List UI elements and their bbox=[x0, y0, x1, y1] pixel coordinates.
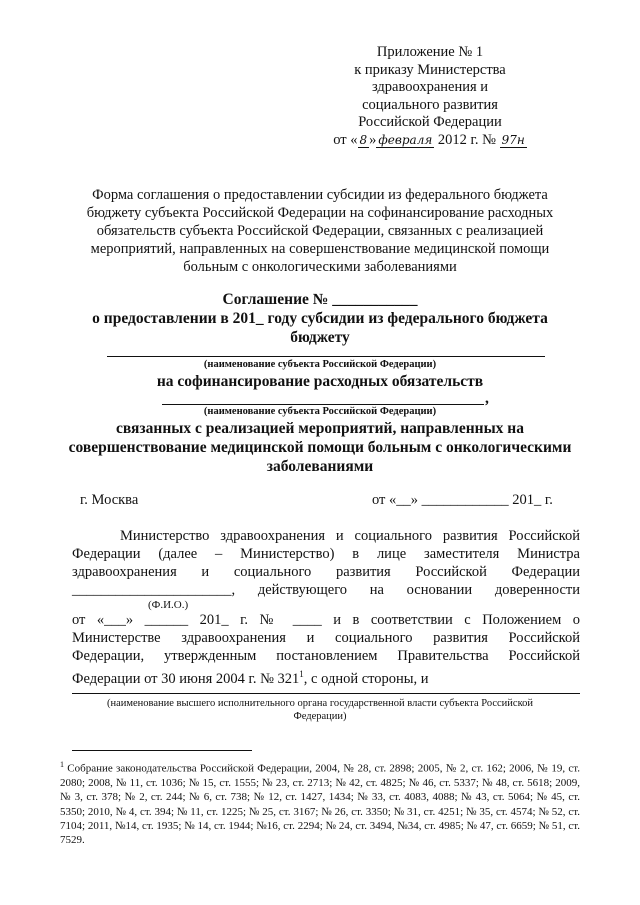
footnote bbox=[60, 758, 580, 847]
body-line: от «___» ______ 201_ г. № ____ и в соответствии с Положением о bbox=[72, 612, 580, 628]
appendix-line: социального развития bbox=[362, 96, 498, 113]
cofinancing-line: на софинансирование расходных обязательств bbox=[156, 373, 484, 390]
related-line3: заболеваниями bbox=[266, 458, 374, 475]
body-line: Министерство здравоохранения и социального развития Российской bbox=[120, 528, 580, 544]
agreement-subtitle-line1: о предоставлении в 201_ году субсидии из федерального бюджета bbox=[92, 310, 548, 327]
form-title-line: обязательств субъекта Российской Федерации, связанных с реализацией bbox=[96, 223, 544, 239]
form-title-line: бюджету субъекта Российской Федерации на софинансирование расходных bbox=[86, 205, 554, 221]
appendix-line: к приказу Министерства bbox=[354, 61, 506, 78]
form-title-line: мероприятий, направленных на совершенствование медицинской помощи bbox=[90, 241, 550, 257]
body-line: Федерации (далее – Министерство) в лице заместителя Министра bbox=[72, 546, 580, 562]
body-line: Федерации, утвержденным постановлением Правительства Российской bbox=[72, 648, 580, 664]
city: г. Москва bbox=[80, 492, 139, 508]
appendix-line: Приложение № 1 bbox=[376, 44, 484, 60]
footnote-text: Собрание законодательства Российской Федерации, 2004, № 28, ст. 2898; 2005, № 2, ст. 162; 2006, № 19, ст. 2080; 2008, № 11, ст. 1036; № 15, ст. 1555; № 23, ст. 2713; № 42, ст. 4825; № 46, ст. 5337; № 48, ст. 5618; 2009, № 3, ст. 378; № 2, ст. 244; № 6, ст. 738; № 12, ст. 1427, 1434; № 33, ст. 4083, 4088; № 43, ст. 5064; № 45, ст. 5350; 2010, № 4, ст. 394; № 11, ст. 1225; № 25, ст. 3167; № 26, ст. 3350; № 31, ст. 4251; № 35, ст. 4574; № 52, ст. 7104; 2011, №14, ст. 1935; № 14, ст. 1944; №16, ст. 2294; № 24, ст. 3494, №34, ст. 4985; № 47, ст. 6659; № 51, ст. 7529. bbox=[60, 762, 580, 847]
body-line-8 bbox=[72, 666, 580, 689]
body-line: здравоохранения и социального развития Российской Федерации bbox=[72, 564, 580, 580]
handwritten-month: февраля bbox=[378, 132, 433, 147]
agreement-subtitle-line2: бюджету bbox=[290, 329, 350, 346]
fio-caption: (Ф.И.О.) bbox=[148, 599, 189, 611]
body-line-8-tail: , с одной стороны, и bbox=[303, 670, 429, 687]
subject-name-caption-2: (наименование субъекта Российской Федерации) bbox=[203, 406, 437, 417]
comma: , bbox=[485, 390, 489, 407]
body-line: Министерстве здравоохранения и социального развития Российской bbox=[72, 630, 580, 646]
appendix-line: здравоохранения и bbox=[371, 79, 489, 96]
subject-name-caption: (наименование субъекта Российской Федерации) bbox=[203, 359, 437, 370]
body-line: ______________________, действующего на основании доверенности bbox=[72, 582, 580, 598]
related-line1: связанных с реализацией мероприятий, направленных на bbox=[116, 420, 524, 437]
date-mid: » bbox=[369, 131, 377, 148]
appendix-line: Российской Федерации bbox=[358, 114, 502, 131]
date-prefix: от « bbox=[333, 131, 358, 148]
footnote-separator bbox=[72, 750, 252, 751]
handwritten-order-number: 97н bbox=[501, 132, 525, 147]
footnote-marker: 1 bbox=[60, 760, 64, 769]
agreement-title: Соглашение № ___________ bbox=[222, 291, 418, 308]
appendix-date-line bbox=[300, 132, 560, 150]
date-year: 2012 г. № bbox=[437, 131, 496, 148]
form-title-line: больным с онкологическими заболеваниями bbox=[183, 259, 457, 275]
executive-body-caption-line: (наименование высшего исполнительного органа государственной власти субъекта Российской bbox=[106, 698, 534, 709]
appendix-header bbox=[300, 44, 560, 150]
body-line-8-main bbox=[72, 666, 429, 689]
footnote-ref: 1 bbox=[299, 669, 304, 679]
form-title bbox=[60, 186, 580, 276]
executive-body-caption-line: Федерации) bbox=[293, 711, 347, 722]
handwritten-day: 8 bbox=[359, 132, 368, 147]
body-line-8-text: Федерации от 30 июня 2004 г. № 321 bbox=[72, 670, 300, 687]
form-title-line: Форма соглашения о предоставлении субсидии из федерального бюджета bbox=[92, 187, 548, 203]
executive-body-blank-line bbox=[72, 693, 580, 694]
related-line2: совершенствование медицинской помощи больным с онкологическими bbox=[68, 439, 572, 456]
subject-name-blank-line bbox=[107, 356, 545, 357]
executive-body-caption bbox=[60, 697, 580, 723]
subject-name-blank-line-2 bbox=[162, 404, 484, 405]
agreement-date: от «__» ____________ 201_ г. bbox=[372, 492, 553, 508]
